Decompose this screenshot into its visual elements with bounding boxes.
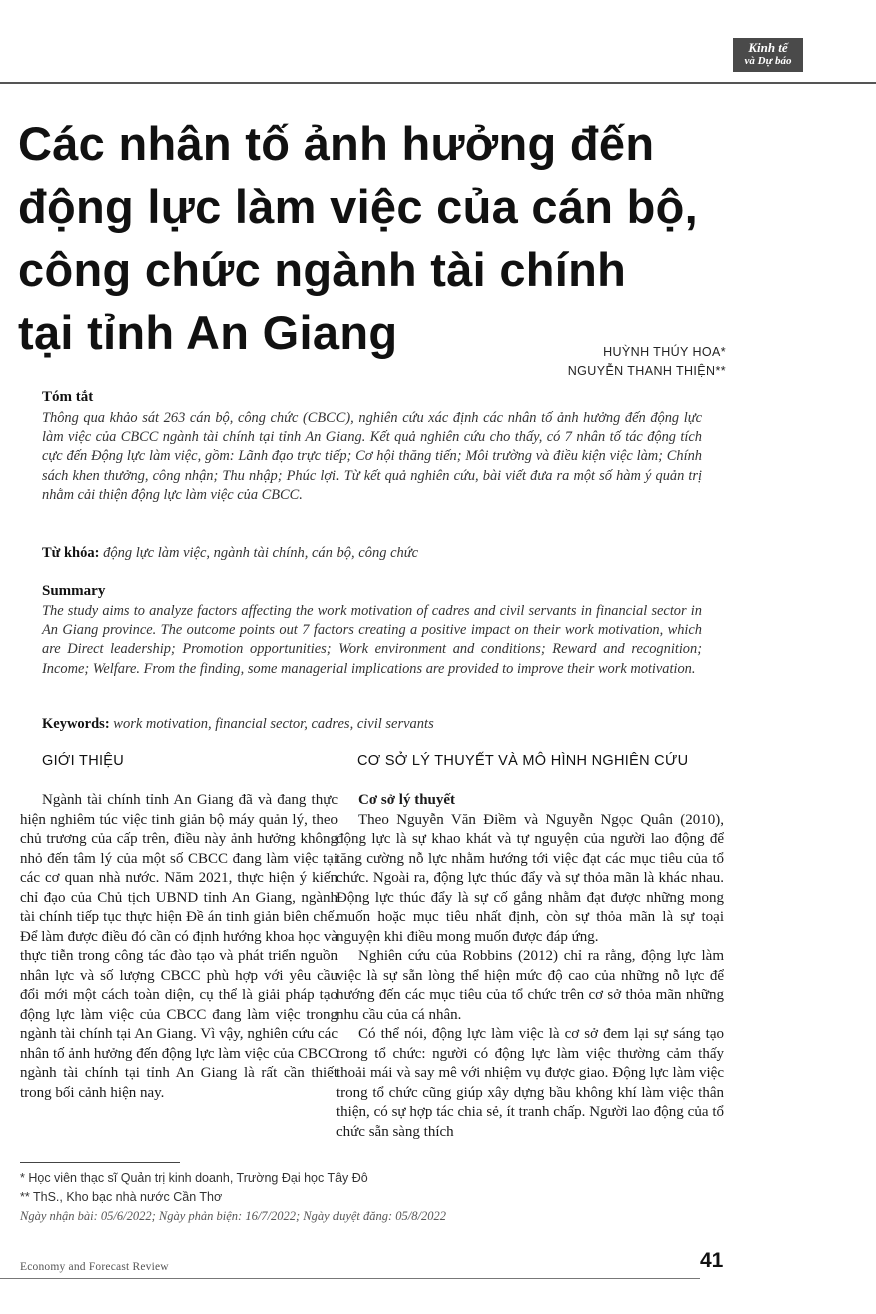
author-2: NGUYỄN THANH THIỆN** <box>567 364 726 378</box>
abstract-en-text: The study aims to analyze factors affecting the work motivation of cadres and civil servants in financial sector in An Giang province. The outcome points out 7 factors creating a positive impact on their work motivation, which are Direct leadership; Promotion opportunities; Work environment and conditions; Reward and recognition; Income; Welfare. From the finding, some managerial implications are provided to improve their work motivation. <box>42 603 702 677</box>
intro-column <box>20 791 338 1103</box>
title-line-1: Các nhân tố ảnh hưởng đến <box>18 117 655 170</box>
theory-column <box>336 791 724 1142</box>
journal-name: Economy and Forecast Review <box>20 1261 169 1273</box>
page-number: 41 <box>700 1249 724 1272</box>
theory-paragraph-1: Theo Nguyễn Văn Điềm và Nguyễn Ngọc Quân (2010), động lực là sự khao khát và tự nguyện của người lao động để tăng cường nỗ lực nhằm hướng tới việc đạt các mục tiêu của tổ chức. Ngoài ra, động lực thúc đẩy và sự thỏa mãn là khác nhau. Động lực thúc đẩy là sự cố gắng nhằm đạt được những mong muốn hoặc mục tiêu nhất định, còn sự thỏa mãn là sự toại nguyện khi điều mong muốn được đáp ứng. <box>336 811 724 945</box>
abstract-vi-heading: Tóm tắt <box>42 389 94 405</box>
title-line-2: động lực làm việc của cán bộ, <box>18 180 699 233</box>
logo-line-2: và Dự báo <box>744 55 792 67</box>
theory-paragraph-3: Có thể nói, động lực làm việc là cơ sở đem lại sự sáng tạo trong tổ chức: người có động lực làm việc thường cảm thấy thoải mái và say mê với nhiệm vụ được giao. Động lực làm việc trong tổ chức cũng giúp xây dựng bầu không khí làm việc thân thiện, có sự hợp tác chia sẻ, ít tranh chấp. Người lao động của tổ chức sẵn sàng thích <box>336 1026 724 1140</box>
journal-logo <box>733 38 803 72</box>
footnote-1: * Học viên thạc sĩ Quản trị kinh doanh, Trường Đại học Tây Đô <box>20 1171 368 1185</box>
footnote-rule <box>20 1162 180 1163</box>
title-line-4: tại tỉnh An Giang <box>18 306 398 359</box>
abstract-en-heading: Summary <box>42 583 106 599</box>
subheading-theory: Cơ sở lý thuyết <box>358 792 456 808</box>
keywords-en-text: work motivation, financial sector, cadres, civil servants <box>113 716 434 732</box>
top-rule <box>0 82 876 84</box>
article-title <box>18 112 738 364</box>
keywords-en <box>42 716 722 733</box>
keywords-vi <box>42 545 722 562</box>
footnote-2: ** ThS., Kho bạc nhà nước Cần Thơ <box>20 1190 223 1204</box>
section-heading-theory: CƠ SỞ LÝ THUYẾT VÀ MÔ HÌNH NGHIÊN CỨU <box>357 753 689 769</box>
section-heading-intro: GIỚI THIỆU <box>42 753 125 769</box>
abstract-vi-text: Thông qua khảo sát 263 cán bộ, công chức (CBCC), nghiên cứu xác định các nhân tố ảnh hưởng đến động lực làm việc của CBCC ngành tài chính tại tỉnh An Giang. Kết quả nghiên cứu cho thấy, có 7 nhân tố tác động tích cực đến Động lực làm việc, gồm: Lãnh đạo trực tiếp; Cơ hội thăng tiến; Môi trường và điều kiện việc làm; Chính sách khen thưởng, công nhận; Thu nhập; Phúc lợi. Từ kết quả nghiên cứu, bài viết đưa ra một số hàm ý quản trị nhằm cải thiện động lực làm việc của CBCC. <box>42 410 702 503</box>
keywords-vi-label: Từ khóa: <box>42 545 100 561</box>
intro-paragraph: Ngành tài chính tỉnh An Giang đã và đang thực hiện nghiêm túc việc tinh giản bộ máy quản lý, theo chủ trương của cấp trên, điều này ảnh hưởng không nhỏ đến tâm lý của một số CBCC đang làm việc tại các cơ quan nhà nước. Năm 2021, thực hiện ý kiến chỉ đạo của Chủ tịch UBND tỉnh An Giang, ngành tài chính tiếp tục thực hiện Đề án tinh giản biên chế. Để làm được điều đó cần có định hướng khoa học và thực tiễn trong công tác đào tạo và phát triển nguồn nhân lực và số lượng CBCC phù hợp với yêu cầu đổi mới một cách toàn diện, cụ thể là giải pháp tạo động lực làm việc của CBCC đang làm việc trong ngành tài chính tại An Giang. Vì vậy, nghiên cứu các nhân tố ảnh hưởng đến động lực làm việc của CBCC ngành tài chính tại tỉnh An Giang là rất cần thiết trong bối cảnh hiện nay. <box>20 792 338 1101</box>
keywords-vi-text: động lực làm việc, ngành tài chính, cán bộ, công chức <box>103 545 419 561</box>
logo-line-1: Kinh tế <box>748 40 788 55</box>
bottom-rule <box>0 1278 700 1279</box>
keywords-en-label: Keywords: <box>42 716 110 732</box>
theory-paragraph-2: Nghiên cứu của Robbins (2012) chỉ ra rằng, động lực làm việc là sự sẵn lòng thể hiện mức độ cao của những nỗ lực để hướng đến các mục tiêu của tổ chức trên cơ sở thỏa mãn những nhu cầu của cá nhân. <box>336 948 724 1023</box>
submission-dates: Ngày nhận bài: 05/6/2022; Ngày phản biện: 16/7/2022; Ngày duyệt đăng: 05/8/2022 <box>20 1209 446 1223</box>
title-line-3: công chức ngành tài chính <box>18 243 627 296</box>
author-1: HUỲNH THÚY HOA* <box>603 345 726 359</box>
